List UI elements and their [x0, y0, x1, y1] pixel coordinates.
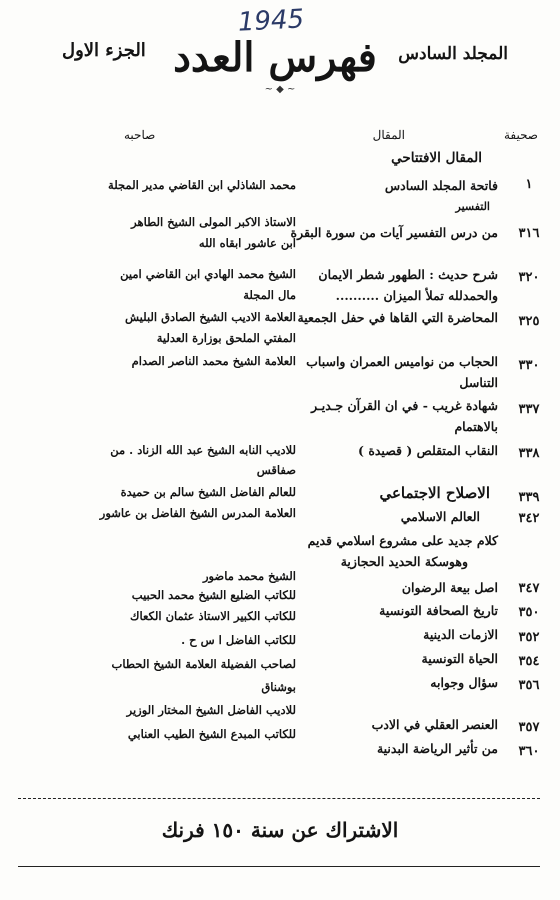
page-title: فهرس العدد: [173, 34, 377, 81]
column-header-author: صاحبه: [124, 128, 156, 142]
row-author-cont: المفتي الملحق بوزارة العدلية: [156, 331, 296, 345]
row-author: للكاتب الكبير الاستاذ عثمان الكعاك: [129, 609, 296, 623]
row-article: فاتحة المجلد السادس: [384, 178, 498, 193]
row-page-number: ٣٤٧: [518, 581, 540, 596]
row-article: اصل بيعة الرضوان: [401, 580, 498, 595]
row-author: الاستاذ الاكبر المولى الشيخ الطاهر: [131, 215, 296, 229]
row-author: للكاتب المبدع الشيخ الطيب العنابي: [127, 727, 296, 741]
row-article: الازمات الدينية: [423, 627, 498, 642]
row-author: الشيخ محمد ماضور: [202, 569, 296, 583]
row-page-number: ٣٣٠: [518, 358, 540, 373]
column-header-page: صحيفة: [503, 128, 538, 142]
row-author: للعالم الفاضل الشيخ سالم بن حميدة: [120, 485, 296, 499]
row-article: تاريخ الصحافة التونسية: [379, 603, 498, 618]
row-article-cont: والحمدلله تملأ الميزان ..........: [335, 288, 498, 303]
row-page-number: ٣٤٢: [518, 511, 540, 526]
row-author: الشيخ محمد الهادي ابن القاضي امين: [120, 267, 296, 281]
islamic-item: كلام جديد على مشروع اسلامي قديم: [307, 533, 498, 548]
subscription-note: الاشتراك عن سنة ١٥٠ فرنك: [161, 818, 399, 842]
row-article: من تأثير الرياضة البدنية: [376, 741, 498, 756]
part-label: الجزء الاول: [62, 40, 146, 61]
row-author: للاديب الفاضل الشيخ المختار الوزير: [126, 703, 296, 717]
section-opening: المقال الافتتاحي: [391, 150, 482, 166]
row-page-number: ٣٥٦: [518, 678, 540, 693]
handwritten-year: 1945: [237, 4, 305, 38]
row-author-cont: صفاقس: [256, 463, 296, 477]
volume-label: المجلد السادس: [398, 44, 508, 64]
islamic-item: وهوسكة الحديد الحجازية: [340, 554, 468, 569]
row-article: الحياة التونسية: [421, 651, 498, 666]
row-author-cont: مال المجلة: [243, 288, 296, 302]
row-author: للكاتب الفاضل ا س ح .: [181, 633, 296, 647]
row-page-number: ٣٥٤: [518, 654, 540, 669]
row-article: الحجاب من نواميس العمران واسباب: [306, 354, 498, 369]
row-page-number: ٣٢٥: [518, 314, 540, 329]
section-islamic-world: العالم الاسلامي: [400, 509, 480, 524]
row-author: بوشناق: [261, 680, 296, 694]
row-article: سؤال وجوابه: [430, 675, 498, 690]
column-header-article: المقال: [372, 128, 405, 142]
bottom-divider: [18, 866, 540, 867]
row-article: شرح حديث : الطهور شطر الايمان: [318, 267, 498, 282]
title-flourish: ~ ◆ ~: [264, 84, 296, 95]
section-tafsir: التفسير: [455, 200, 490, 213]
top-divider: [18, 798, 540, 799]
row-page-number: ٣٥٠: [518, 605, 540, 620]
row-article-cont: التناسل: [459, 375, 498, 390]
row-author: العلامة الشيخ محمد الناصر الصدام: [131, 354, 296, 368]
row-article-cont: بالاهتمام: [454, 419, 498, 434]
row-page-number: ٣١٦: [518, 226, 540, 241]
row-author: للكاتب الضليع الشيخ محمد الحبيب: [131, 588, 296, 602]
row-page-number: ٣٦٠: [518, 744, 540, 759]
row-page-number: ١: [525, 177, 533, 192]
row-author: محمد الشاذلي ابن القاضي مدير المجلة: [108, 178, 296, 192]
row-page-number: ٣٣٩: [518, 490, 540, 505]
row-article: من درس التفسير آيات من سورة البقرة: [290, 225, 498, 240]
row-page-number: ٣٥٧: [518, 720, 540, 735]
row-page-number: ٣٣٧: [518, 402, 540, 417]
row-author: لصاحب الفضيلة العلامة الشيخ الحطاب: [111, 657, 296, 671]
row-article: شهادة غريب - في ان القرآن جـديـر: [311, 398, 498, 413]
row-author-cont: ابن عاشور ابقاه الله: [198, 236, 296, 250]
row-author: العلامة الاديب الشيخ الصادق البليش: [125, 310, 296, 324]
row-page-number: ٣٣٨: [518, 446, 540, 461]
row-page-number: ٣٢٠: [518, 270, 540, 285]
row-author: العلامة المدرس الشيخ الفاضل بن عاشور: [99, 506, 296, 520]
row-article: المحاضرة التي القاها في حفل الجمعية: [297, 310, 498, 325]
section-reform: الاصلاح الاجتماعي: [379, 484, 490, 502]
row-page-number: ٣٥٢: [518, 630, 540, 645]
row-article: النقاب المتقلص ( قصيدة ): [358, 443, 498, 458]
row-author: للاديب النابه الشيخ عبد الله الزناد . من: [110, 443, 296, 457]
row-article: العنصر العقلي في الادب: [371, 717, 498, 732]
